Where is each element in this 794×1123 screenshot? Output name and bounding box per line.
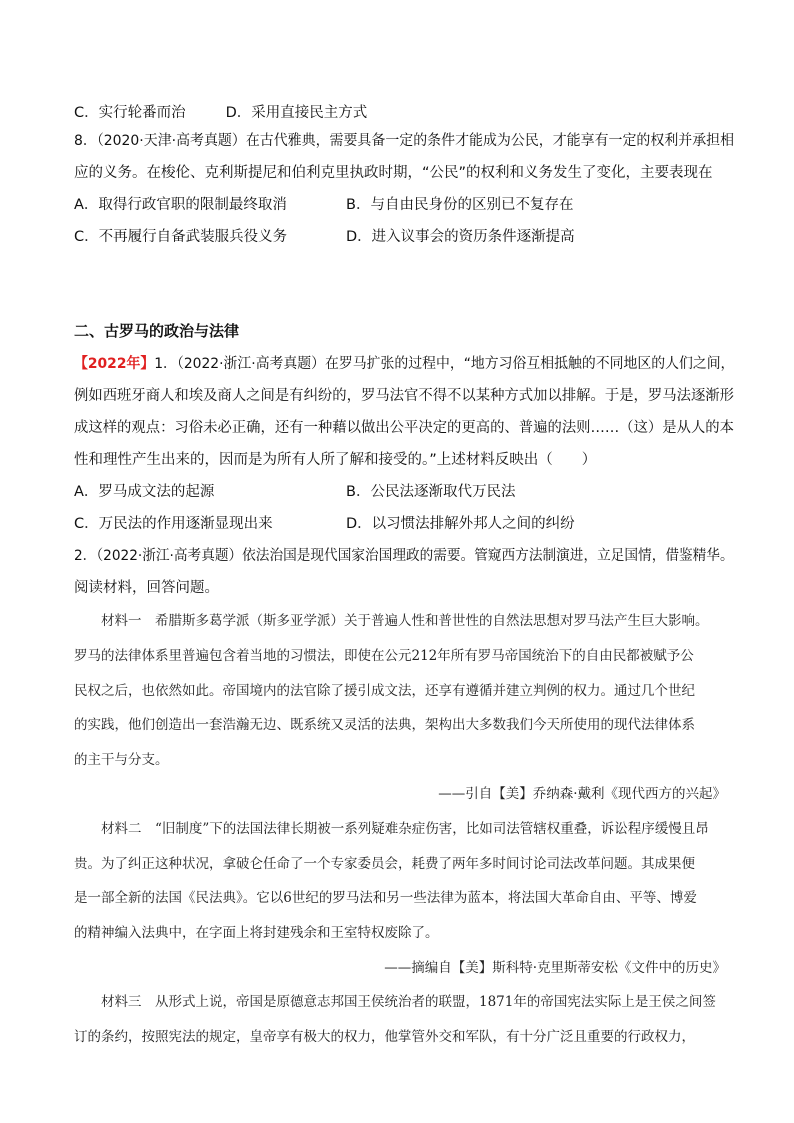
q8-stem-line: 应的义务。在梭伦、克利斯提尼和伯利克里执政时期，“公民”的权利和义务发生了变化，主要表现在	[74, 165, 713, 181]
material1-line: 罗马的法律体系里普遍包含着当地的习惯法，即使在公元212年所有罗马帝国统治下的自由民都被赋予公	[74, 648, 694, 664]
material2-line: 是一部全新的法国《民法典》。它以6世纪的罗马法和另一些法律为蓝本，将法国大革命自由、平等、博爱	[74, 890, 697, 906]
q1-stem-line: 性和理性产生出来的，因而是为所有人所了解和接受的。”上述材料反映出（ ）	[74, 452, 597, 468]
q1-stem-line: 例如西班牙商人和埃及商人之间是有纠纷的，罗马法官不得不以某种方式加以排解。于是，罗马法逐渐形	[74, 388, 734, 404]
q1-stem-line	[74, 353, 734, 375]
q1-options-row-ab	[74, 481, 516, 503]
q7-option-d: D．采用直接民主方式	[225, 105, 368, 121]
q1-option-a: A．罗马成文法的起源	[74, 484, 215, 500]
material2-source: ——摘编自【美】斯科特·克里斯蒂安松《文件中的历史》	[384, 960, 726, 976]
material2-line: 贵。为了纠正这种状况，拿破仑任命了一个专家委员会，耗费了两年多时间讨论司法改革问题。其成果便	[74, 856, 695, 872]
section-heading: 二、古罗马的政治与法律	[74, 322, 240, 340]
material2-line: 的精神编入法典中，在字面上将封建残余和王室特权废除了。	[74, 925, 439, 941]
q1-option-b: B．公民法逐渐取代万民法	[346, 484, 516, 500]
material1-line: 材料一 希腊斯多葛学派（斯多亚学派）关于普遍人性和普世性的自然法思想对罗马法产生巨大影响。	[74, 613, 709, 629]
material1-line: 民权之后，也依然如此。帝国境内的法官除了援引成文法，还享有遵循并建立判例的权力。通过几个世纪	[74, 683, 695, 699]
q2-stem-line: 阅读材料，回答问题。	[74, 580, 219, 596]
material3-line: 材料三 从形式上说，帝国是原德意志邦国王侯统治者的联盟，1871年的帝国宪法实际上是王侯之间签	[74, 994, 716, 1010]
q1-options-row-cd	[74, 513, 575, 535]
q8-option-c: C．不再履行自备武装服兵役义务	[74, 229, 288, 245]
q8-option-a: A．取得行政官职的限制最终取消	[74, 197, 287, 213]
q1-stem-line: 成这样的观点：习俗未必正确，还有一种藉以做出公平决定的更高的、普遍的法则……（这）是从人的本	[74, 420, 734, 436]
q1-option-c: C．万民法的作用逐渐显现出来	[74, 516, 273, 532]
q8-options-row-cd	[74, 226, 575, 248]
year-tag: 【2022年】	[74, 356, 155, 372]
q8-option-b: B．与自由民身份的区别已不复存在	[346, 197, 574, 213]
material3-line: 订的条约，按照宪法的规定，皇帝享有极大的权力，他掌管外交和军队，有十分广泛且重要的行政权力，	[74, 1029, 695, 1045]
material2-line: 材料二 “旧制度”下的法国法律长期被一系列疑难杂症伤害，比如司法管辖权重叠，诉讼程序缓慢且昂	[74, 821, 709, 837]
q1-option-d: D．以习惯法排解外邦人之间的纠纷	[346, 516, 575, 532]
q7-option-c: C．实行轮番而治	[74, 105, 186, 121]
q8-option-d: D．进入议事会的资历条件逐渐提高	[346, 229, 575, 245]
q1-stem-first: 1．（2022·浙江·高考真题）在罗马扩张的过程中，“地方习俗互相抵触的不同地区的人们之间，	[154, 356, 735, 372]
q8-options-row-ab	[74, 194, 574, 216]
material1-line: 的主干与分支。	[74, 752, 169, 768]
q2-stem-line: 2．（2022·浙江·高考真题）依法治国是现代国家治国理政的需要。管窥西方法制演进，立足国情，借鉴精华。	[74, 548, 734, 564]
q8-stem-line: 8．（2020·天津·高考真题）在古代雅典，需要具备一定的条件才能成为公民，才能享有一定的权利并承担相	[74, 133, 735, 149]
material1-line: 的实践，他们创造出一套浩瀚无边、既系统又灵活的法典，架构出大多数我们今天所使用的现代法律体系	[74, 717, 695, 733]
q7-options-row-cd	[74, 102, 367, 124]
material1-source: ——引自【美】乔纳森·戴利《现代西方的兴起》	[438, 786, 726, 802]
